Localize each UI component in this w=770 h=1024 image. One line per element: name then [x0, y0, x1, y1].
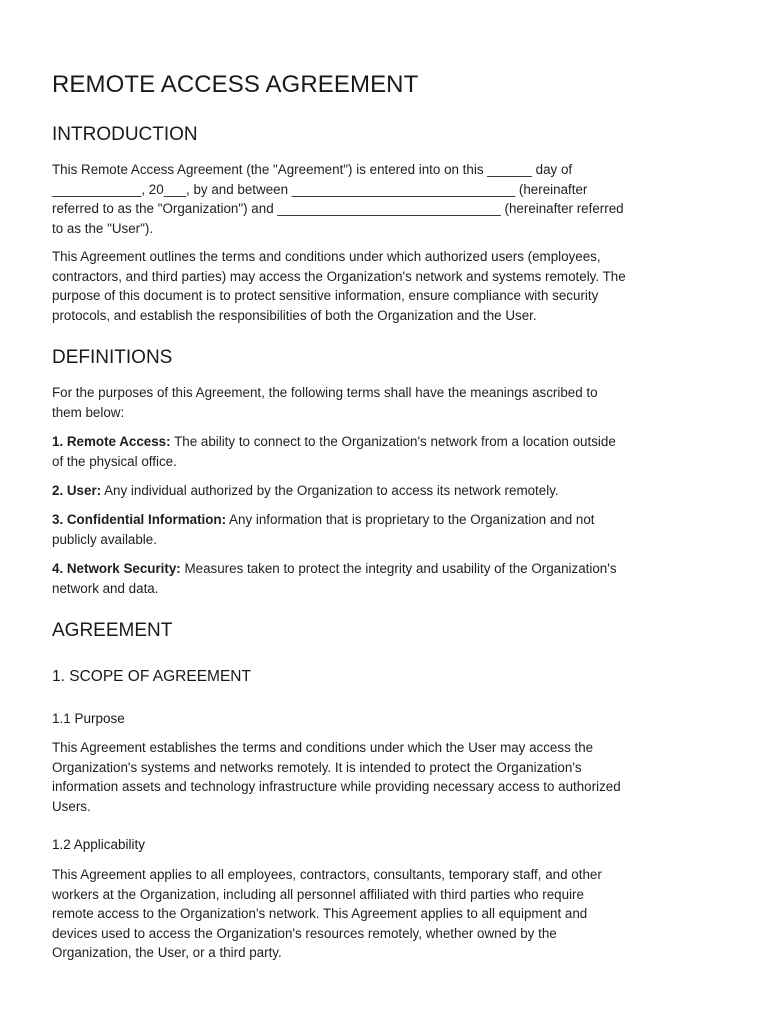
applicability-paragraph [52, 865, 720, 963]
purpose-subheading: 1.1 Purpose [52, 711, 125, 726]
definition-item-confidential-information [52, 510, 720, 549]
definitions-intro [52, 383, 720, 422]
text-line: devices used to access the Organization's resources remotely, whether owned by the [52, 925, 557, 941]
definition-text: Measures taken to protect the integrity and usability of the Organization's [180, 561, 617, 576]
definition-term: 4. Network Security: [52, 561, 181, 576]
text-line: workers at the Organization, including all personnel affiliated with third parties who require [52, 886, 584, 902]
definition-text: Any information that is proprietary to the Organization and not [226, 512, 595, 527]
introduction-heading: INTRODUCTION [52, 124, 198, 145]
definition-item-network-security [52, 559, 720, 598]
introduction-paragraph-2 [52, 247, 720, 325]
definition-term: 2. User: [52, 483, 102, 498]
definition-item-remote-access [52, 432, 720, 471]
text-line: purpose of this document is to protect sensitive information, ensure compliance with security [52, 288, 599, 304]
agreement-heading: AGREEMENT [52, 620, 173, 641]
text-line: Organization, the User, or a third party. [52, 945, 282, 961]
text-line: For the purposes of this Agreement, the following terms shall have the meanings ascribed to [52, 385, 598, 400]
text-line: This Agreement applies to all employees, contractors, consultants, temporary staff, and other [52, 867, 602, 882]
text-line: them below: [52, 404, 125, 420]
definition-term: 1. Remote Access: [52, 434, 171, 449]
definition-text-continued: of the physical office. [52, 453, 177, 469]
text-line: This Agreement establishes the terms and conditions under which the User may access the [52, 740, 594, 755]
text-line: to as the "User"). [52, 220, 154, 236]
definition-text: The ability to connect to the Organization's network from a location outside [170, 434, 616, 449]
text-line: information assets and technology infrastructure while providing necessary access to authorized [52, 779, 621, 795]
text-line: Users. [52, 798, 91, 814]
scope-of-agreement-heading: 1. SCOPE OF AGREEMENT [52, 668, 251, 685]
definitions-heading: DEFINITIONS [52, 347, 173, 368]
definition-text-continued: publicly available. [52, 531, 157, 547]
document-title: REMOTE ACCESS AGREEMENT [52, 71, 419, 98]
text-line: This Remote Access Agreement (the "Agreement") is entered into on this ______ day of [52, 162, 573, 177]
definition-text-continued: network and data. [52, 580, 159, 596]
text-line: remote access to the Organization's network. This Agreement applies to all equipment and [52, 906, 588, 922]
definition-text: Any individual authorized by the Organization to access its network remotely. [101, 483, 559, 498]
purpose-paragraph [52, 738, 720, 816]
text-line: This Agreement outlines the terms and conditions under which authorized users (employees, [52, 249, 601, 264]
text-line: Organization's systems and networks remotely. It is intended to protect the Organization's [52, 759, 582, 775]
text-line: contractors, and third parties) may access the Organization's network and systems remotely. The [52, 268, 626, 284]
introduction-paragraph-1 [52, 160, 720, 238]
text-line: protocols, and establish the responsibilities of both the Organization and the User. [52, 307, 537, 323]
text-line: ____________, 20___, by and between ______________________________ (hereinafter [52, 181, 588, 197]
applicability-subheading: 1.2 Applicability [52, 837, 146, 852]
text-line: referred to as the "Organization") and ______________________________ (hereinafter referred [52, 201, 624, 217]
definition-term: 3. Confidential Information: [52, 512, 227, 527]
definition-item-user [52, 481, 720, 501]
